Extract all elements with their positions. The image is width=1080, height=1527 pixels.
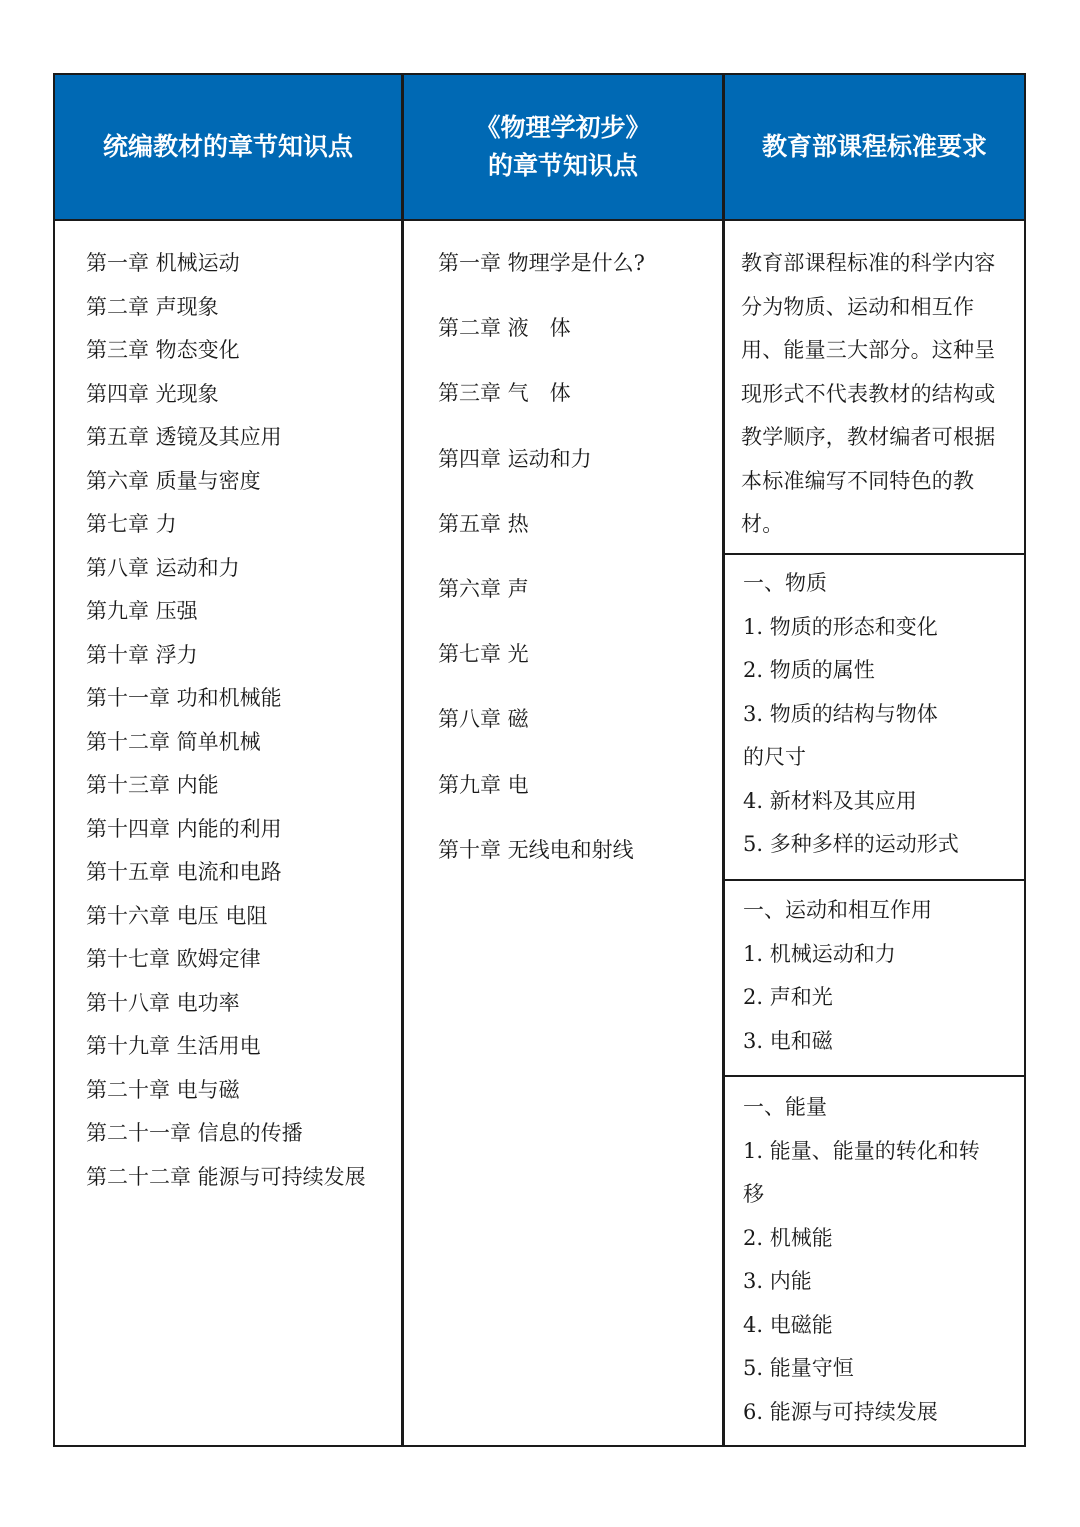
section-divider [725, 553, 1024, 555]
standards-column-header [725, 75, 1024, 221]
list-item: 第十五章 电流和电路 [86, 860, 282, 884]
list-item: 第二章 声现象 [86, 294, 219, 319]
section-title: 一、物质 [743, 571, 827, 595]
textbook-column-header [55, 75, 401, 221]
list-item: 第十二章 简单机械 [86, 729, 261, 754]
list-item: 第二章 液 体 [438, 316, 571, 341]
list-item: 3. 物质的结构与物体的尺寸 [743, 701, 938, 769]
list-item: 第三章 物态变化 [86, 338, 240, 362]
list-item: 第十七章 欧姆定律 [86, 947, 261, 971]
list-item: 第七章 光 [438, 642, 529, 667]
physics-primer-title-line2: 的章节知识点 [487, 151, 638, 180]
list-item: 5. 多种多样的运动形式 [743, 832, 959, 856]
list-item: 第二十一章 信息的传播 [86, 1121, 303, 1145]
list-item: 第五章 透镜及其应用 [86, 425, 282, 449]
standards-column-title: 教育部课程标准要求 [761, 132, 987, 161]
section-divider [725, 879, 1024, 881]
list-item: 第十九章 生活用电 [86, 1034, 261, 1058]
list-item: 2. 物质的属性 [743, 658, 875, 682]
list-item: 第十三章 内能 [86, 773, 219, 797]
list-item: 1. 能量、能量的转化和转移 [743, 1138, 980, 1206]
list-item: 2. 机械能 [743, 1225, 833, 1250]
list-item: 第十章 无线电和射线 [438, 837, 634, 862]
textbook-column [53, 73, 403, 1447]
section-title: 一、运动和相互作用 [743, 898, 932, 922]
list-item: 第三章 气 体 [438, 381, 571, 406]
list-item: 第一章 物理学是什么? [438, 251, 645, 275]
list-item: 1. 机械运动和力 [743, 941, 896, 966]
list-item: 第七章 力 [86, 512, 177, 536]
standard-section-motion [743, 889, 1014, 1063]
standard-section-energy [743, 1086, 1014, 1434]
list-item: 第四章 运动和力 [438, 446, 592, 471]
list-item: 2. 声和光 [743, 985, 833, 1009]
list-item: 第十一章 功和机械能 [86, 686, 282, 710]
list-item: 第十六章 电压 电阻 [86, 903, 268, 928]
standards-intro: 教育部课程标准的科学内容分为物质、运动和相互作用、能量三大部分。这种呈现形式不代表教材的结构或教学顺序，教材编者可根据本标准编写不同特色的教材。 [741, 251, 996, 536]
list-item: 第十章 浮力 [86, 642, 198, 667]
physics-primer-column-header [404, 75, 722, 221]
list-item: 4. 电磁能 [743, 1312, 833, 1337]
section-title: 一、能量 [743, 1095, 827, 1119]
physics-primer-title-line1: 《物理学初步》 [475, 113, 651, 142]
list-item: 第五章 热 [438, 511, 529, 536]
list-item: 第十四章 内能的利用 [86, 816, 282, 841]
list-item: 第八章 磁 [438, 707, 529, 732]
list-item: 第二十章 电与磁 [86, 1077, 240, 1102]
list-item: 第二十二章 能源与可持续发展 [86, 1164, 366, 1189]
section-divider [725, 1075, 1024, 1077]
textbook-chapter-list [86, 244, 401, 1201]
physics-primer-column [402, 73, 724, 1447]
physics-primer-chapter-list [438, 244, 722, 896]
list-item: 第八章 运动和力 [86, 555, 240, 580]
standards-column [723, 73, 1026, 1447]
list-item: 4. 新材料及其应用 [743, 788, 917, 813]
list-item: 第六章 质量与密度 [86, 468, 261, 493]
list-item: 3. 内能 [743, 1269, 812, 1293]
list-item: 6. 能源与可持续发展 [743, 1399, 938, 1424]
comparison-table [53, 73, 1026, 1447]
list-item: 5. 能量守恒 [743, 1356, 854, 1380]
list-item: 第四章 光现象 [86, 381, 219, 406]
list-item: 第九章 压强 [86, 599, 198, 623]
list-item: 第十八章 电功率 [86, 990, 240, 1015]
list-item: 第九章 电 [438, 772, 529, 797]
textbook-column-title: 统编教材的章节知识点 [102, 132, 353, 161]
list-item: 1. 物质的形态和变化 [743, 614, 938, 639]
list-item: 第一章 机械运动 [86, 251, 240, 275]
standard-section-matter [743, 562, 1014, 867]
list-item: 第六章 声 [438, 576, 529, 601]
list-item: 3. 电和磁 [743, 1028, 833, 1053]
